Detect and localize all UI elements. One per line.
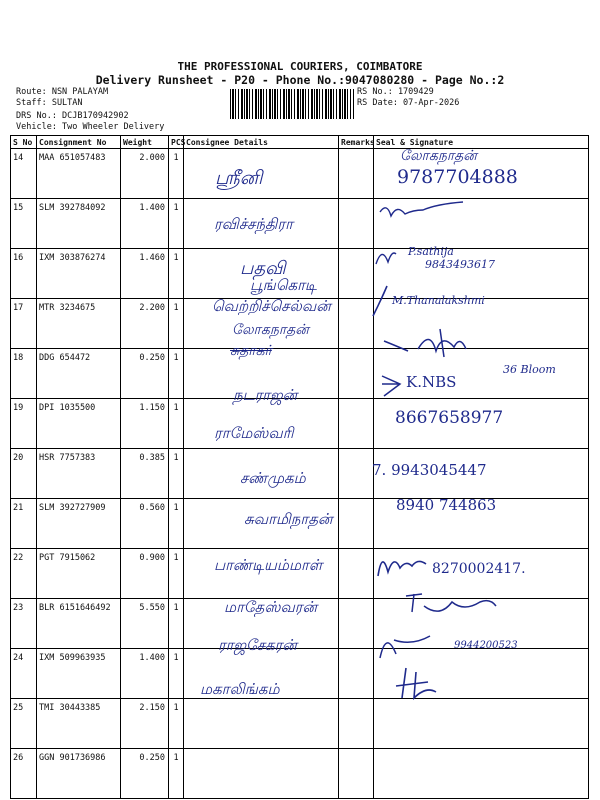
cell-consignment: DDG 654472 [37,349,121,399]
cell-remarks [339,699,374,749]
handwritten-name: லோகநாதன் [232,322,309,338]
handwritten-name: ஸ்ரீனி [215,167,263,189]
cell-remarks [339,749,374,799]
cell-pcs: 1 [169,699,184,749]
signature-mark [375,198,470,224]
signature-mark [378,370,408,400]
table-header [11,136,589,149]
col-consignment: Consignment No [37,136,121,149]
handwritten-note: 36 Bloom [503,363,556,376]
cell-sno: 20 [11,449,37,499]
cell-remarks [339,349,374,399]
cell-sno: 23 [11,599,37,649]
cell-consignment: BLR 6151646492 [37,599,121,649]
cell-remarks [339,199,374,249]
cell-sno: 14 [11,149,37,199]
col-weight: Weight [121,136,169,149]
cell-consignment: IXM 303876274 [37,249,121,299]
handwritten-phone: 9944200523 [454,640,518,651]
handwritten-name: சுதாகர் [230,343,272,359]
signature-mark [376,626,436,662]
signature-mark [365,280,395,320]
table-row [11,349,589,399]
cell-signature [374,749,589,799]
cell-sno: 25 [11,699,37,749]
signature-mark [372,546,432,580]
cell-weight: 0.560 [121,499,169,549]
cell-sno: 18 [11,349,37,399]
cell-consignment: HSR 7757383 [37,449,121,499]
cell-pcs: 1 [169,199,184,249]
runsheet-title: Delivery Runsheet - P20 - Phone No.:9047080280 - Page No.:2 [95,73,505,87]
handwritten-phone: 8667658977 [395,408,504,428]
table-row [11,649,589,699]
cell-consignment: TMI 30443385 [37,699,121,749]
cell-consignment: PGT 7915062 [37,549,121,599]
handwritten-name: நடராஜன் [233,386,298,404]
cell-consignment: MAA 651057483 [37,149,121,199]
handwritten-name: பதவி [240,258,286,279]
table-row [11,749,589,799]
signature-mark [370,240,400,270]
cell-pcs: 1 [169,449,184,499]
cell-consignment: SLM 392784092 [37,199,121,249]
signature-mark [380,325,490,361]
handwritten-phone: 7. 9943045447 [372,461,487,479]
cell-sno: 16 [11,249,37,299]
col-remarks: Remarks [339,136,374,149]
cell-weight: 5.550 [121,599,169,649]
cell-weight: 2.150 [121,699,169,749]
cell-sno: 21 [11,499,37,549]
col-pcs: PCS [169,136,184,149]
handwritten-phone: 8940 744863 [396,496,497,514]
cell-consignment: MTR 3234675 [37,299,121,349]
handwritten-name: பாண்டியம்மாள் [214,556,323,574]
cell-consignee-details [184,699,339,749]
handwritten-phone: 8270002417. [432,561,526,577]
cell-remarks [339,549,374,599]
cell-remarks [339,599,374,649]
table-row [11,699,589,749]
drs-number: DRS No.: DCJB170942902 [16,111,129,121]
handwritten-name: ரவிச்சந்திரா [214,215,293,233]
cell-weight: 0.900 [121,549,169,599]
cell-pcs: 1 [169,399,184,449]
cell-sno: 19 [11,399,37,449]
cell-weight: 1.400 [121,199,169,249]
handwritten-phone: 9787704888 [397,166,518,188]
runsheet-table [10,135,589,799]
cell-pcs: 1 [169,299,184,349]
cell-pcs: 1 [169,149,184,199]
cell-pcs: 1 [169,599,184,649]
cell-weight: 2.000 [121,149,169,199]
cell-sno: 26 [11,749,37,799]
handwritten-name: வெற்றிச்செல்வன் [212,297,331,315]
cell-consignment: IXM 509963935 [37,649,121,699]
cell-remarks [339,449,374,499]
table-row [11,199,589,249]
handwritten-name: பூங்கொடி [250,276,317,294]
cell-remarks [339,649,374,699]
rs-date: RS Date: 07-Apr-2026 [357,98,460,108]
cell-weight: 0.385 [121,449,169,499]
handwritten-name: லோகநாதன் [400,148,477,164]
handwritten-name: மாதேஸ்வரன் [224,598,318,616]
handwritten-name: ராமேஸ்வரி [214,424,294,442]
cell-weight: 0.250 [121,749,169,799]
col-signature: Seal & Signature [374,136,589,149]
cell-sno: 22 [11,549,37,599]
cell-weight: 1.460 [121,249,169,299]
handwritten-name: சண்முகம் [240,469,306,487]
cell-pcs: 1 [169,499,184,549]
handwritten-name: மகாலிங்கம் [200,680,280,698]
signature-mark [400,588,500,618]
cell-pcs: 1 [169,549,184,599]
cell-remarks [339,499,374,549]
handwritten-name: சுவாமிநாதன் [244,510,333,528]
cell-weight: 2.200 [121,299,169,349]
rs-number: RS No.: 1709429 [357,87,434,97]
cell-consignee-details [184,749,339,799]
route-label: Route: NSN PALAYAM [16,87,109,97]
cell-pcs: 1 [169,749,184,799]
barcode [230,89,354,119]
cell-remarks [339,149,374,199]
col-sno: S No [11,136,37,149]
handwritten-name: P.sathija [408,245,454,258]
cell-sno: 15 [11,199,37,249]
cell-pcs: 1 [169,649,184,699]
vehicle-label: Vehicle: Two Wheeler Delivery [16,122,165,132]
cell-consignment: DPI 1035500 [37,399,121,449]
handwritten-name: K.NBS [406,373,457,391]
cell-sno: 17 [11,299,37,349]
signature-mark [392,662,442,702]
cell-sno: 24 [11,649,37,699]
cell-weight: 0.250 [121,349,169,399]
cell-signature [374,699,589,749]
cell-remarks [339,399,374,449]
cell-pcs: 1 [169,249,184,299]
company-title: THE PROFESSIONAL COURIERS, COIMBATORE [177,60,423,73]
cell-consignment: GGN 901736986 [37,749,121,799]
cell-signature [374,249,589,299]
handwritten-name: M.Thanalakshmi [392,294,485,307]
staff-label: Staff: SULTAN [16,98,83,108]
cell-weight: 1.400 [121,649,169,699]
cell-consignment: SLM 392727909 [37,499,121,549]
col-consignee: Consignee Details [184,136,339,149]
handwritten-name: ராஜசேகரன் [218,636,297,654]
cell-pcs: 1 [169,349,184,399]
handwritten-phone: 9843493617 [425,258,495,271]
cell-weight: 1.150 [121,399,169,449]
